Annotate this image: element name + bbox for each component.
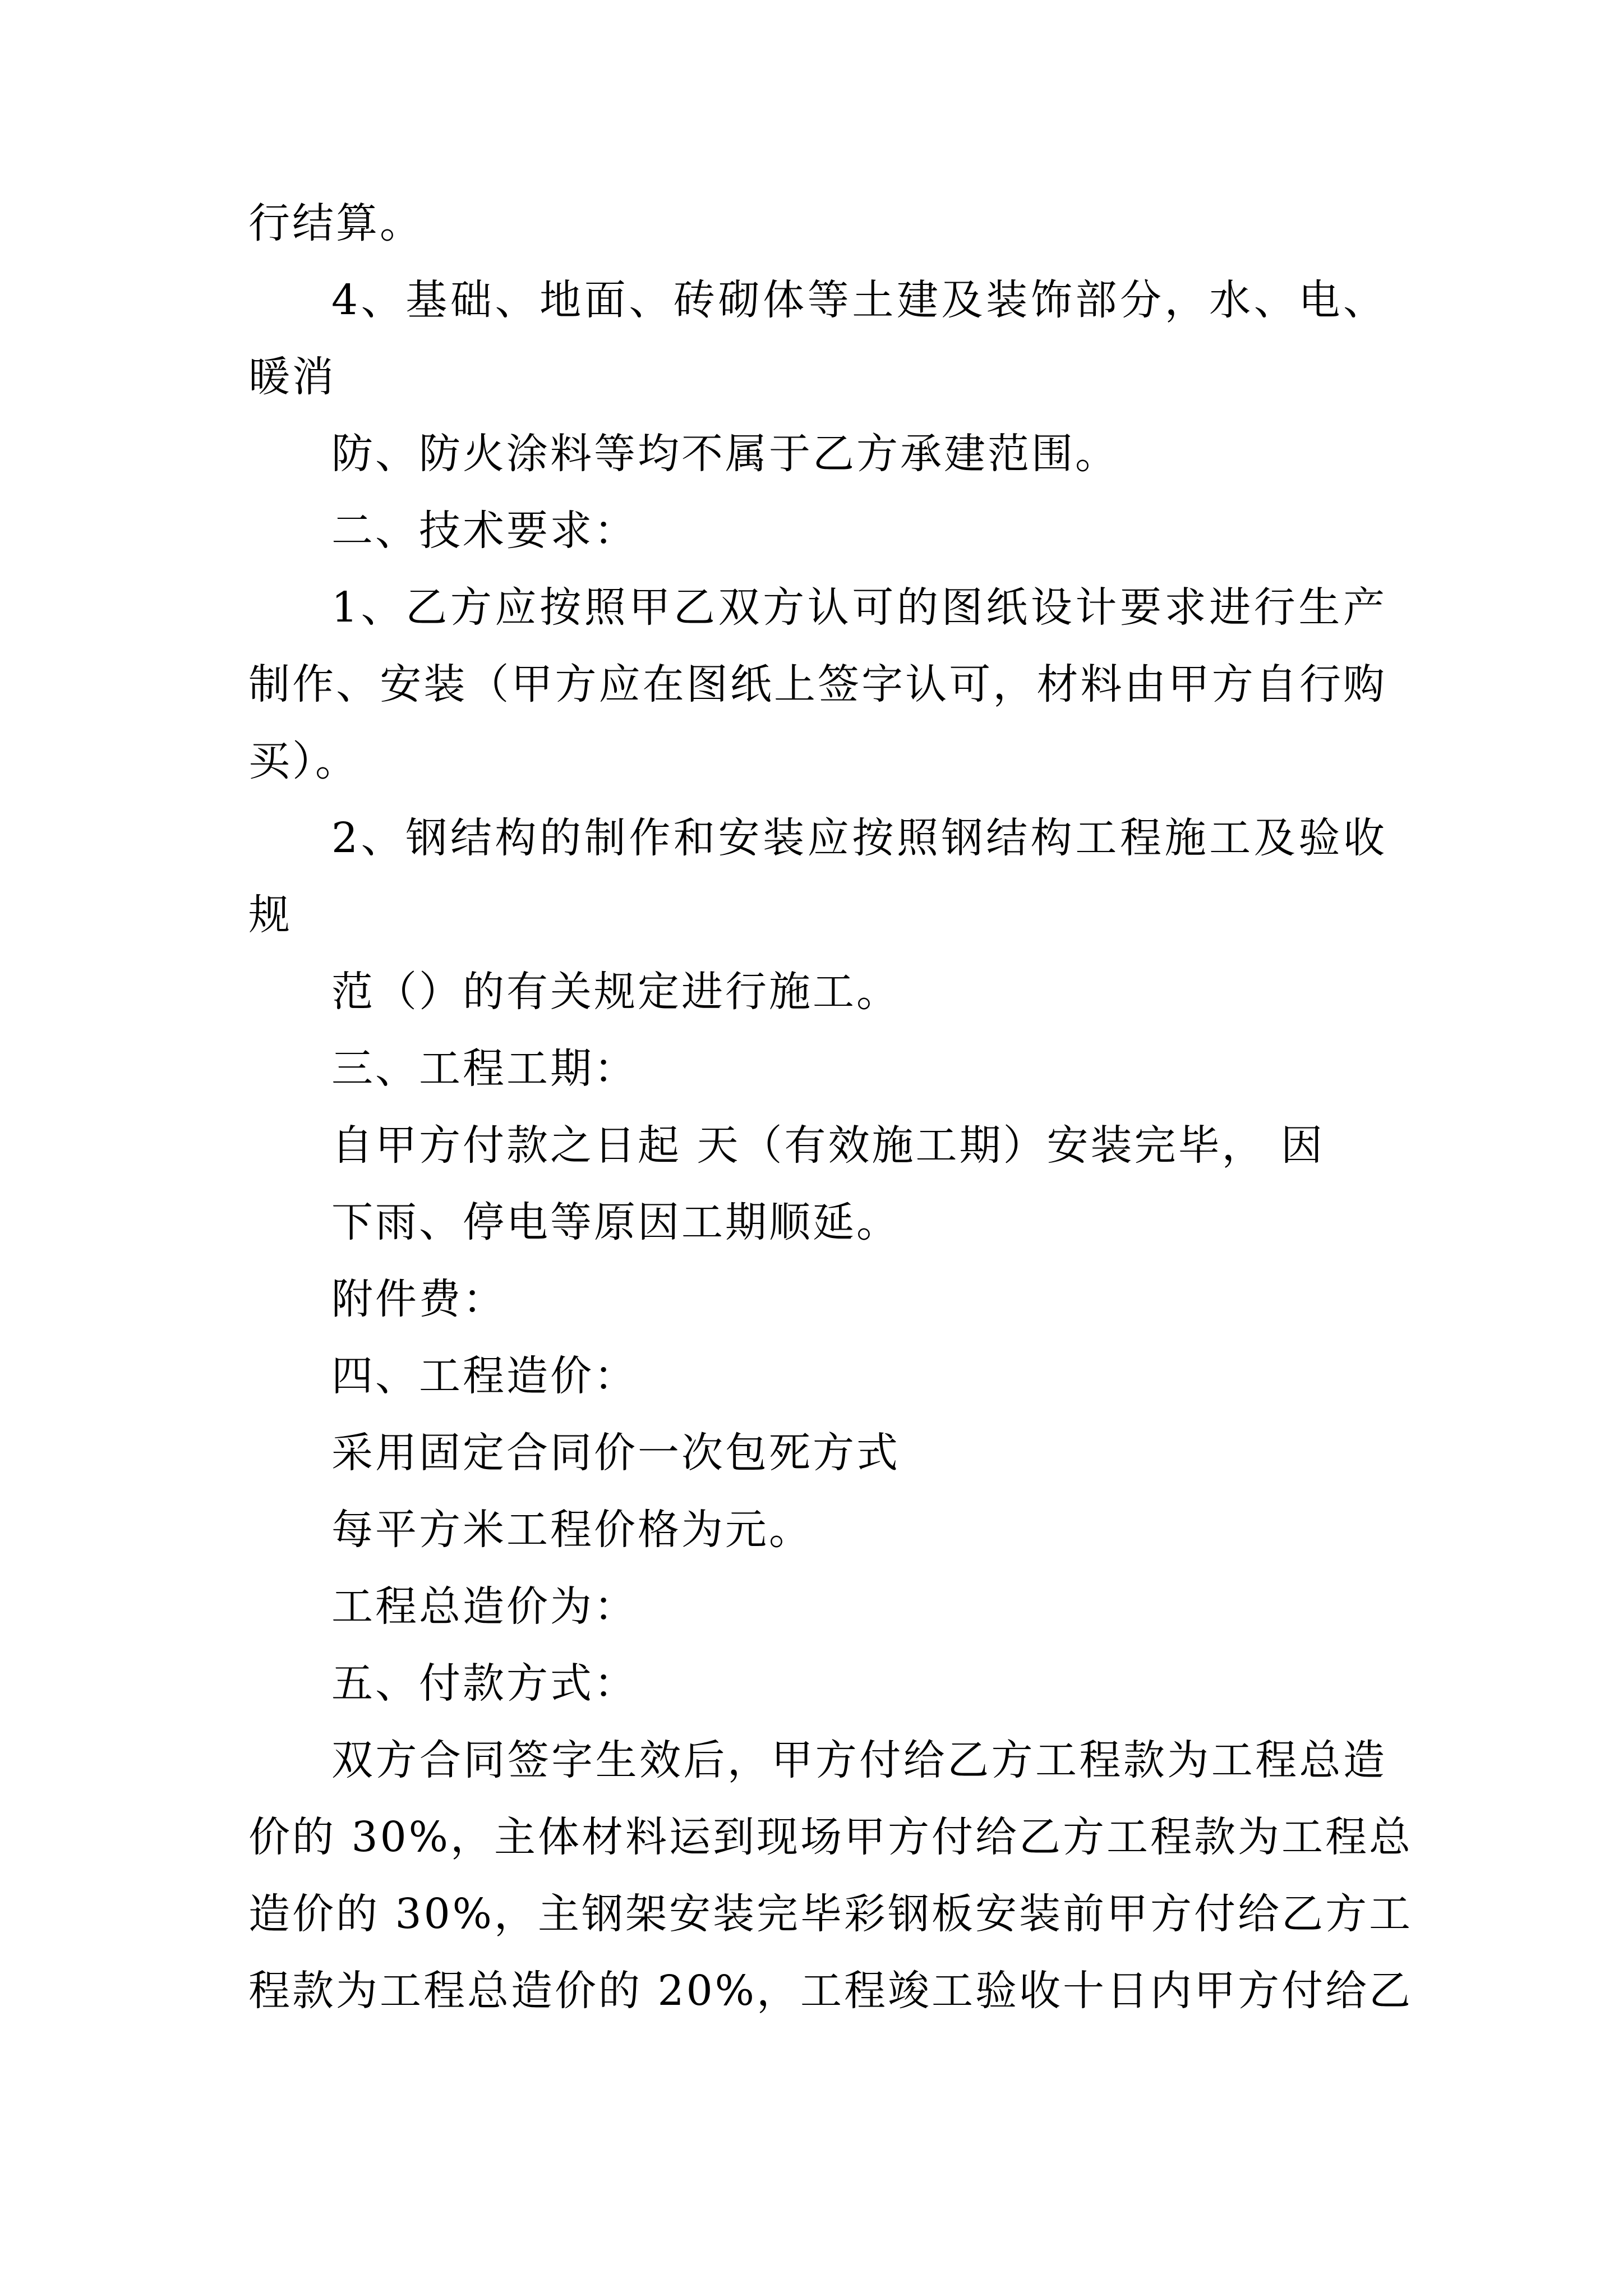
text-line-5: 二、技术要求：: [331, 507, 638, 555]
text-line-20: 五、付款方式：: [331, 1659, 638, 1708]
text-line-1: 行结算。: [248, 199, 423, 247]
document-body: [248, 185, 1413, 2030]
text-line-3: 暖消: [248, 353, 336, 401]
text-line-19: 工程总造价为：: [331, 1582, 638, 1631]
text-line-9: 2、钢结构的制作和安装应按照钢结构工程施工及验收: [331, 814, 1387, 862]
text-line-7: 制作、安装（甲方应在图纸上签字认可，材料由甲方自行购: [248, 660, 1387, 708]
text-line-6: 1、乙方应按照甲乙双方认可的图纸设计要求进行生产: [331, 583, 1387, 632]
text-line-10: 规: [248, 891, 292, 939]
text-line-11: 范（）的有关规定进行施工。: [331, 968, 900, 1016]
text-line-18: 每平方米工程价格为元。: [331, 1506, 813, 1554]
text-line-4: 防、防火涂料等均不属于乙方承建范围。: [331, 430, 1119, 478]
text-line-22: 价的 30%，主体材料运到现场甲方付给乙方工程款为工程总: [248, 1813, 1413, 1861]
text-line-8: 买）。: [248, 737, 359, 785]
text-line-13: 自甲方付款之日起 天（有效施工期）安装完毕， 因: [331, 1121, 1325, 1170]
text-line-14: 下雨、停电等原因工期顺延。: [331, 1198, 900, 1246]
text-line-17: 采用固定合同价一次包死方式: [331, 1429, 900, 1477]
text-line-16: 四、工程造价：: [331, 1352, 638, 1400]
text-line-23: 造价的 30%，主钢架安装完毕彩钢板安装前甲方付给乙方工: [248, 1890, 1413, 1938]
text-line-21: 双方合同签字生效后，甲方付给乙方工程款为工程总造: [331, 1736, 1387, 1784]
text-line-2: 4、基础、地面、砖砌体等土建及装饰部分，水、电、: [331, 276, 1387, 324]
text-line-24: 程款为工程总造价的 20%，工程竣工验收十日内甲方付给乙: [248, 1967, 1413, 2015]
text-line-12: 三、工程工期：: [331, 1045, 638, 1093]
text-line-15: 附件费：: [331, 1275, 506, 1323]
